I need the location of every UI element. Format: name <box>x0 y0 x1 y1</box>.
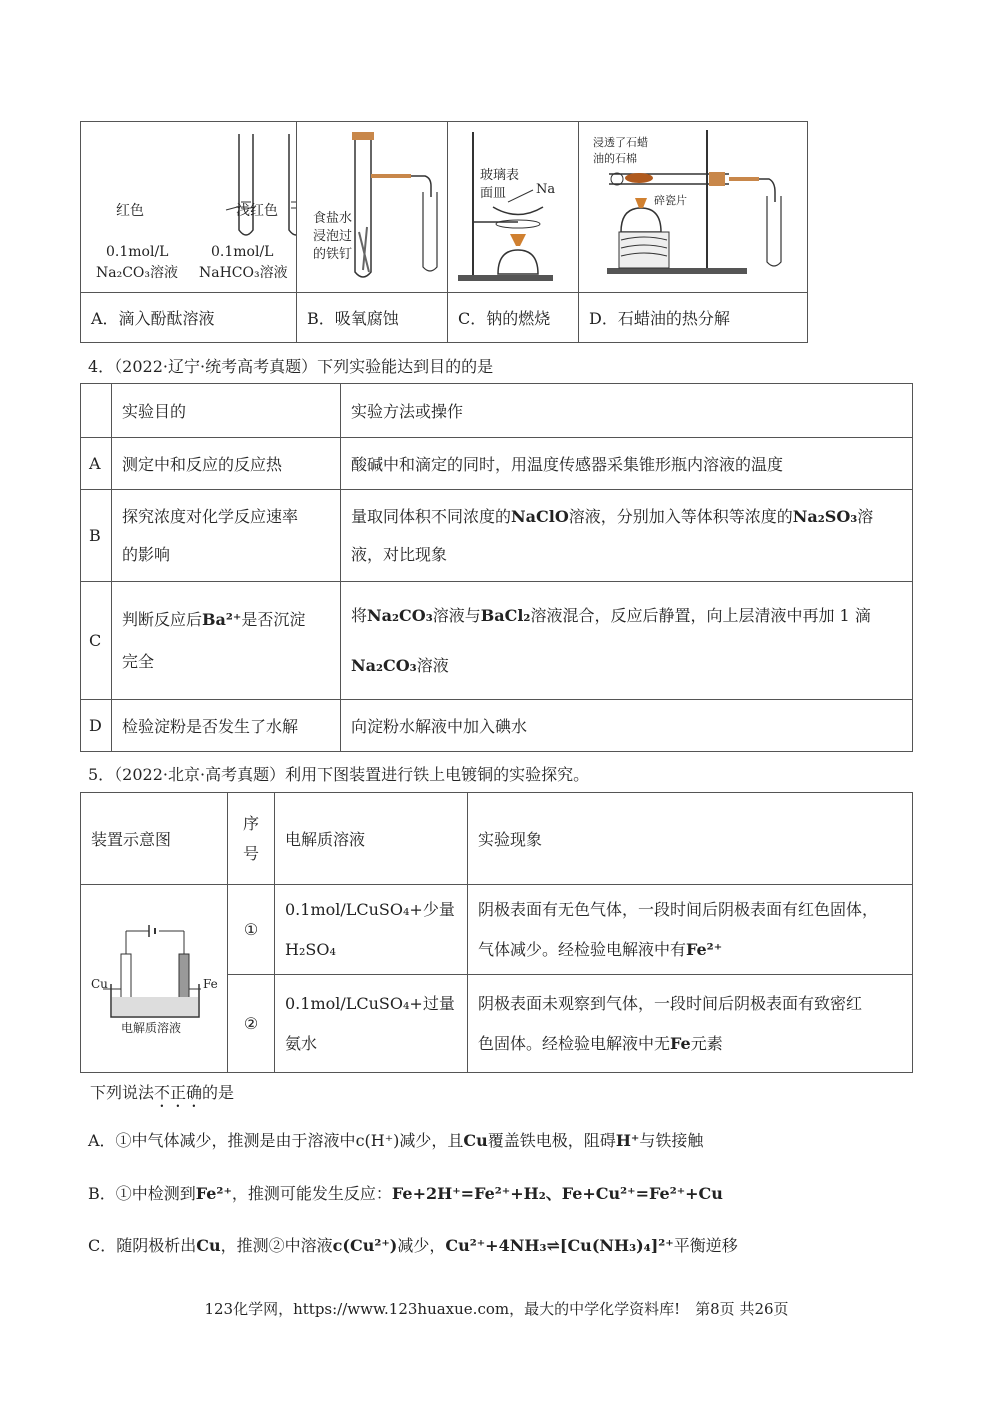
opt-a-text-3: 减少，且 <box>399 1131 464 1150</box>
opt-c-ccu: c(Cu²⁺) <box>332 1236 398 1255</box>
opt-b-fe2: Fe²⁺ <box>195 1184 232 1203</box>
q5-r1-phen-2a: 气体减少。经检验电解液中有 <box>478 939 687 959</box>
opt-c-equilibrium: Cu²⁺+4NH₃⇌[Cu(NH₃)₄]²⁺ <box>445 1236 674 1255</box>
q4-c-purpose-d: 完全 <box>122 651 155 671</box>
q4-row-purpose: 检验淀粉是否发生了水解 <box>112 700 341 752</box>
q4-row-a <box>81 438 913 490</box>
q4-row-key: A <box>81 438 112 490</box>
q5-head-phenomenon: 实验现象 <box>468 793 913 885</box>
label-soaked: 浸泡过 <box>313 229 353 244</box>
label-conc1: 0.1mol/L <box>106 244 169 260</box>
label-red: 红色 <box>116 203 144 219</box>
opt-a-h: H⁺ <box>615 1131 640 1150</box>
q4-c-method-e: 溶液混合，反应后静置，向上层清液中再加 <box>530 605 835 625</box>
page-footer: 123化学网，https://www.123huaxue.com，最大的中学化学资料库! 第8页 共26页 <box>204 1300 789 1318</box>
q5-question <box>90 1080 234 1111</box>
q4-c-method-c: 溶液与 <box>432 605 481 625</box>
q5-option-a <box>88 1128 703 1151</box>
figure-a-cell <box>81 122 297 293</box>
q5-r2-sol-2: 氨水 <box>285 1033 318 1053</box>
q4-c-na2co3-2: Na₂CO₃ <box>351 655 417 675</box>
label-watch-glass-2: 面皿 <box>480 186 507 201</box>
q4-row-key: C <box>81 582 112 700</box>
q4-row-method <box>341 582 913 700</box>
label-fe-electrode: Fe <box>203 977 218 991</box>
q4-row-key: B <box>81 490 112 582</box>
opt-c-text-5: 减少， <box>397 1236 446 1255</box>
q5-question-emphasis: 不正确 <box>154 1083 203 1102</box>
label-watch-glass-1: 玻璃表 <box>480 168 520 183</box>
q4-c-purpose-a: 判断反应后 <box>122 609 203 629</box>
q4-row-key: D <box>81 700 112 752</box>
label-soaked-paraffin: 浸透了石蜡 <box>593 136 648 149</box>
q5-head-no <box>228 793 275 885</box>
q4-row-method: 向淀粉水解液中加入碘水 <box>341 700 913 752</box>
q5-r1-fe2: Fe²⁺ <box>686 939 723 959</box>
q4-c-method-a: 将 <box>351 605 368 625</box>
experiment-figure-table <box>80 121 808 343</box>
q4-b-purpose-1: 探究浓度对化学反应速率 <box>122 506 299 526</box>
q5-r2-phen-2a: 色固体。经检验电解液中无 <box>478 1033 671 1053</box>
opt-c-cu: Cu <box>196 1236 221 1255</box>
q5-head-diagram: 装置示意图 <box>81 793 228 885</box>
label-cu-electrode: Cu <box>91 977 108 991</box>
q4-row-purpose <box>112 490 341 582</box>
q5-head-solution: 电解质溶液 <box>275 793 468 885</box>
option-b-label: B．吸氧腐蚀 <box>297 293 448 343</box>
q5-title: 5．（2022·北京·高考真题）利用下图装置进行铁上电镀铜的实验探究。 <box>88 765 590 784</box>
q5-head-no-2: 号 <box>242 843 259 863</box>
q4-b-purpose-2: 的影响 <box>122 544 171 564</box>
q5-r1-phen-1: 阴极表面有无色气体，一段时间后阴极表面有红色固体， <box>478 899 879 919</box>
q4-head-key <box>81 384 112 438</box>
opt-b-text-3: ，推测可能发生反应： <box>231 1184 392 1203</box>
q5-question-c: 的是 <box>202 1083 235 1102</box>
q4-b-method-f: 液，对比现象 <box>351 544 448 564</box>
q5-r2-fe: Fe <box>670 1033 691 1053</box>
q4-head-method: 实验方法或操作 <box>341 384 913 438</box>
q5-option-b <box>88 1181 723 1204</box>
option-c-label: C．钠的燃烧 <box>448 293 579 343</box>
opt-c-text-3: ，推测②中溶液 <box>220 1236 333 1255</box>
label-salt-water: 食盐水 <box>313 211 353 226</box>
q4-table <box>80 383 913 752</box>
q5-row-solution <box>275 885 468 975</box>
q4-c-bacl2: BaCl₂ <box>480 605 531 625</box>
opt-c-text-7: 平衡逆移 <box>673 1236 738 1255</box>
opt-a-text-7: 与铁接触 <box>639 1131 704 1150</box>
q4-row-purpose: 测定中和反应的反应热 <box>112 438 341 490</box>
option-d-label: D．石蜡油的热分解 <box>579 293 808 343</box>
label-electrolyte: 电解质溶液 <box>121 1021 182 1035</box>
q4-c-method-g: 滴 <box>854 605 871 625</box>
label-na2co3: Na₂CO₃溶液 <box>96 265 179 281</box>
q5-head-no-1: 序 <box>242 813 259 833</box>
label-porcelain: 碎瓷片 <box>654 194 687 207</box>
opt-a-cu: Cu <box>463 1131 488 1150</box>
q5-r2-phen-2c: 元素 <box>690 1033 723 1053</box>
q5-row-no: ② <box>228 975 275 1073</box>
q4-head-purpose: 实验目的 <box>112 384 341 438</box>
q5-r1-sol-1: 0.1mol/LCuSO₄+少量 <box>285 899 455 919</box>
q4-c-na2co3: Na₂CO₃ <box>367 605 433 625</box>
q4-row-d <box>81 700 913 752</box>
figure-d-cell <box>579 122 808 293</box>
label-conc2: 0.1mol/L <box>211 244 274 260</box>
opt-a-ch: c(H⁺) <box>355 1131 400 1150</box>
q4-c-ba: Ba²⁺ <box>202 609 242 629</box>
q4-b-na2so3: Na₂SO₃ <box>792 506 858 526</box>
q5-row-phenomenon <box>468 885 913 975</box>
q5-row-1 <box>81 885 913 975</box>
q5-table <box>80 792 913 1073</box>
q4-row-b <box>81 490 913 582</box>
q4-c-method-f: 1 <box>839 605 850 625</box>
q5-row-solution <box>275 975 468 1073</box>
q5-r2-phen-1: 阴极表面未观察到气体，一段时间后阴极表面有致密红 <box>478 993 863 1013</box>
sodium-combustion-diagram <box>448 122 578 292</box>
opt-b-equations: Fe+2H⁺=Fe²⁺+H₂、Fe+Cu²⁺=Fe²⁺+Cu <box>391 1184 723 1203</box>
q5-option-c <box>88 1233 738 1256</box>
q5-row-phenomenon <box>468 975 913 1073</box>
q4-b-method-a: 量取同体积不同浓度的 <box>351 506 512 526</box>
q4-row-purpose <box>112 582 341 700</box>
opt-a-text-1: A．①中气体减少，推测是由于溶液中 <box>88 1131 356 1150</box>
q5-question-a: 下列说法 <box>90 1083 155 1102</box>
figure-c-cell <box>448 122 579 293</box>
opt-b-text-1: B．①中检测到 <box>88 1184 196 1203</box>
q4-row-c <box>81 582 913 700</box>
q4-b-naclo: NaClO <box>511 506 569 526</box>
figure-b-cell <box>297 122 448 293</box>
label-iron-nail: 的铁钉 <box>313 247 353 262</box>
q5-row-no: ① <box>228 885 275 975</box>
option-a-label: A．滴入酚酞溶液 <box>81 293 297 343</box>
q4-c-method-i: 溶液 <box>416 655 449 675</box>
label-na: Na <box>536 182 556 197</box>
q4-row-method: 酸碱中和滴定的同时，用温度传感器采集锥形瓶内溶液的温度 <box>341 438 913 490</box>
opt-a-text-5: 覆盖铁电极，阻碍 <box>487 1131 616 1150</box>
q4-title: 4．（2022·辽宁·统考高考真题）下列实验能达到目的的是 <box>88 357 494 376</box>
q4-row-method <box>341 490 913 582</box>
q5-r2-sol-1: 0.1mol/LCuSO₄+过量 <box>285 993 455 1013</box>
q5-r1-sol-2: H₂SO₄ <box>285 939 336 959</box>
q4-c-purpose-c: 是否沉淀 <box>241 609 306 629</box>
label-asbestos: 油的石棉 <box>593 152 637 165</box>
q4-b-method-e: 溶 <box>857 506 874 526</box>
label-nahco3: NaHCO₃溶液 <box>199 265 288 281</box>
q4-b-method-c: 溶液，分别加入等体积等浓度的 <box>568 506 793 526</box>
opt-c-text-1: C．随阴极析出 <box>88 1236 197 1255</box>
electroplating-diagram-cell <box>81 885 228 1073</box>
label-light-red: 浅红色 <box>236 203 278 219</box>
